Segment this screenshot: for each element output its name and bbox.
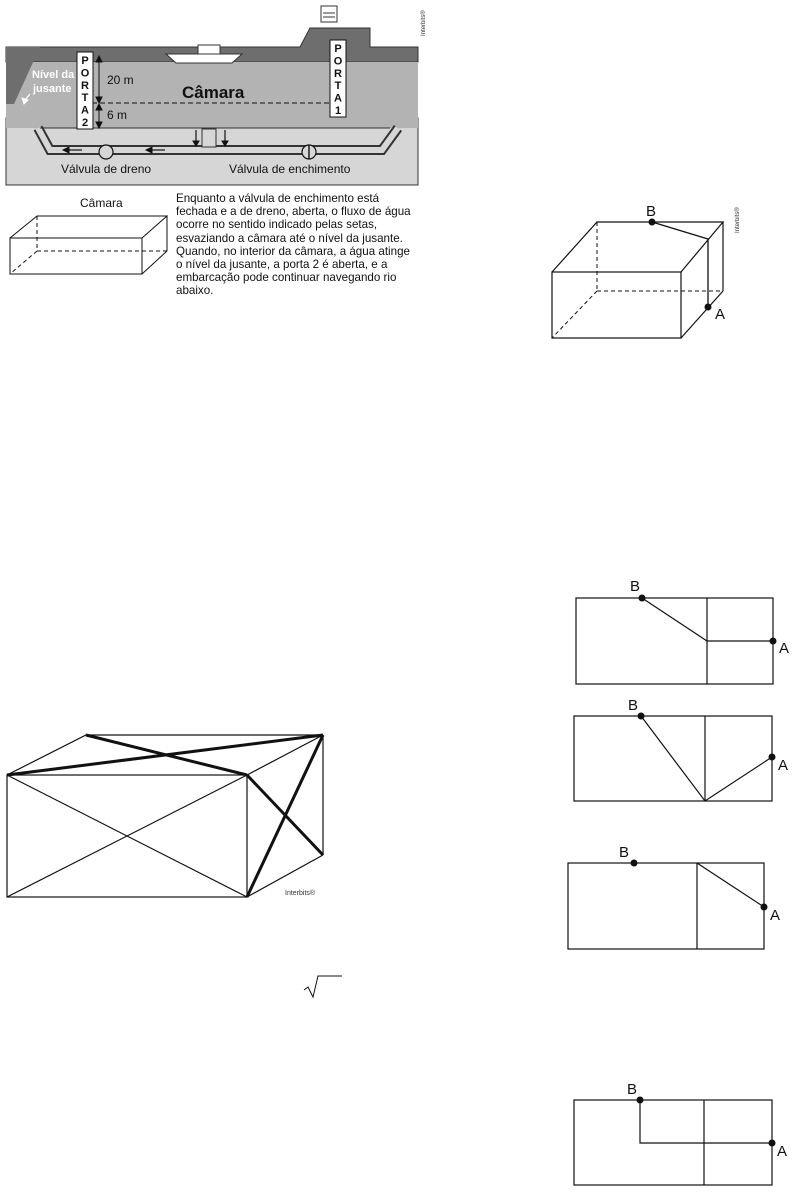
credit-label: Interbits® [285, 890, 316, 897]
cube-figure [545, 195, 745, 345]
point-b-label: B [646, 203, 657, 220]
credit-label: Interbits® [735, 207, 741, 233]
control-tower-icon [321, 6, 337, 22]
point-a-label: A [770, 907, 781, 924]
fill-valve-label: Válvula de enchimento [229, 162, 351, 176]
point-a-label: A [777, 1143, 788, 1160]
gate-letter: R [81, 79, 89, 92]
chamber-box-title: Câmara [80, 196, 123, 210]
prism-figure [0, 728, 340, 903]
square-root-icon [300, 972, 344, 1000]
chamber-box-figure [0, 205, 175, 280]
drain-valve-icon [99, 145, 113, 159]
chamber-label: Câmara [182, 83, 245, 102]
gate-letter: T [334, 80, 342, 93]
downstream-level-label-2: jusante [33, 83, 72, 95]
gate-letter: 2 [81, 117, 89, 129]
gate-letter: A [81, 104, 89, 117]
gate-letter: R [334, 67, 342, 80]
description-paragraph: Enquanto a válvula de enchimento está fechada e a de dreno, aberta, o fluxo de água ocorre no sentido indicado pelas setas, esvaziando a câmara até o nível da jusante. Quando, no interior da câmara, a água atinge o nível da jusante, a porta 2 é aberta, e a embarcação pode continuar navegando rio abaixo. [176, 192, 411, 298]
gate-letter: 1 [334, 105, 342, 117]
gate-letter: P [334, 43, 342, 55]
point-b-label: B [619, 844, 630, 861]
floor-opening [202, 129, 216, 147]
option-figure-3 [556, 840, 792, 952]
gate-letter: O [80, 67, 90, 80]
point-b-label: B [627, 1081, 638, 1098]
gate-letter: O [333, 55, 343, 68]
path-b-to-a [652, 222, 708, 307]
height-lower-label: 6 m [107, 108, 128, 122]
option-figure-2 [562, 694, 794, 806]
gate-letter: P [81, 55, 89, 67]
point-b-label: B [630, 578, 641, 595]
lock-diagram [0, 0, 440, 190]
height-upper-label: 20 m [107, 73, 134, 87]
point-a-label: A [779, 640, 790, 657]
credit-label: Interbits® [421, 10, 427, 36]
point-a-marker [705, 304, 712, 311]
point-a-label: A [778, 757, 789, 774]
gate-letter: A [334, 92, 342, 105]
drain-valve-label: Válvula de dreno [61, 162, 152, 176]
option-figure-4 [562, 1078, 794, 1190]
point-b-label: B [628, 697, 639, 714]
downstream-level-label: Nível da [32, 69, 75, 81]
gate-letter: T [81, 92, 89, 105]
option-figure-1 [562, 576, 794, 688]
point-a-label: A [715, 306, 726, 323]
